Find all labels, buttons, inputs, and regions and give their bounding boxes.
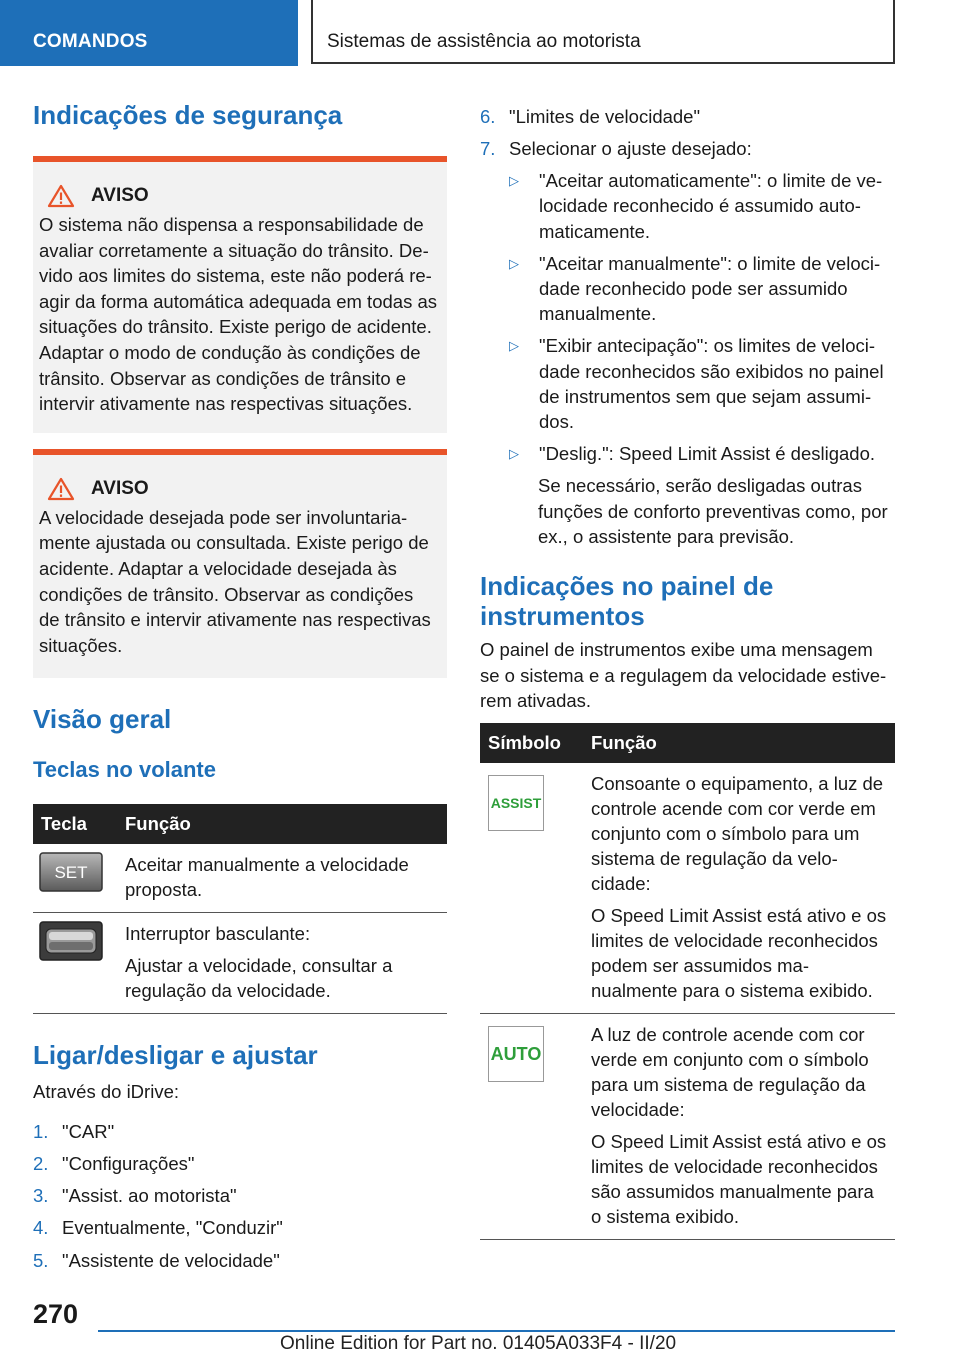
warning-box-1 (33, 156, 447, 433)
warning-title-2 (47, 477, 439, 501)
panel-text: O painel de instrumentos exibe uma mensagem se o sistema e a regulagem da velocidade estiverem ativadas. (480, 639, 887, 712)
assist-symbol-icon (488, 775, 544, 831)
column-header: Função (583, 723, 895, 763)
list-item: 3. "Assist. ao motorista" (33, 1185, 237, 1207)
table-cell-text: Ajustar a velocidade, consultar a regulação da velocidade. (125, 955, 393, 1002)
table-row (480, 1013, 895, 1239)
triangle-bullet-icon: ▷ (509, 173, 519, 189)
list-item: 7. Selecionar o ajuste desejado: (480, 138, 752, 160)
keys-heading: Teclas no volante (33, 757, 216, 783)
list-item: ▷ "Aceitar manualmente": o limite de velocidade reconhecido pode ser assumido manualmente. (509, 251, 895, 327)
warning-box-2 (33, 449, 447, 679)
steps-list-right (480, 104, 895, 161)
safety-heading: Indicações de segurança (33, 100, 343, 130)
svg-text:ASSIST: ASSIST (490, 794, 542, 811)
warning-label-1: AVISO (91, 185, 149, 206)
left-column (33, 100, 447, 1280)
auto-symbol-icon (488, 1026, 544, 1082)
panel-heading: Indicações no painel de instrumentos (480, 571, 774, 632)
warning-triangle-icon (47, 477, 75, 501)
keys-table (33, 804, 447, 1014)
list-item: ▷ "Deslig.": Speed Limit Assist é desligado. (509, 441, 895, 466)
footer-divider (98, 1330, 895, 1332)
chapter-title: Sistemas de assistência ao motorista (311, 0, 895, 64)
table-row (33, 844, 447, 913)
table-cell-text: O Speed Limit Assist está ativo e os limites de velocidade reconhecidos são assumidos manualmente para o sistema exibido. (591, 1130, 887, 1227)
warning-triangle-icon (47, 184, 75, 208)
table-row (33, 913, 447, 1014)
column-header: Função (117, 804, 447, 844)
right-column (480, 100, 895, 1240)
list-item: ▷ "Exibir antecipação": os limites de velocidade reconhecidos são exibidos no painel de instrumentos sem que sejam assumidos. (509, 333, 895, 434)
list-item: ▷ "Aceitar automaticamente": o limite de velocidade reconhecido é assumido automaticamente. (509, 168, 895, 244)
warning-text-2: A velocidade desejada pode ser involuntariamente ajustada ou consultada. Existe perigo de acidente. Adaptar a velocidade desejada às condições de trânsito. Observar as condições de trânsito e intervir ativamente nas respectivas situações. (39, 506, 431, 656)
symbols-table (480, 723, 895, 1240)
list-item: 6. "Limites de velocidade" (480, 106, 701, 127)
intro-text: Através do iDrive: (33, 1081, 179, 1103)
options-list (509, 168, 895, 466)
chapter-tab[interactable]: COMANDOS (0, 0, 298, 66)
list-item: 4. Eventualmente, "Conduzir" (33, 1217, 283, 1239)
list-item: 5. "Assistente de velocidade" (33, 1249, 280, 1271)
page-header (0, 0, 960, 66)
edition-text: Online Edition for Part no. 01405A033F4 - II/20 (280, 1333, 677, 1354)
onoff-heading: Ligar/desligar e ajustar (33, 1040, 318, 1071)
triangle-bullet-icon: ▷ (509, 255, 519, 271)
warning-text-1: O sistema não dispensa a responsabilidade de avaliar corretamente a situação do trânsito. Devido aos limites do sistema, este não poderá reagir da forma automática adequada em todas as situações do trânsito. Existe perigo de acidente. Adaptar o modo de condução às condições de trânsito. Observar as condições de trânsito e intervir ativamente nas respectivas situações. (39, 214, 437, 415)
table-cell-text: A luz de controle acende com cor verde em conjunto com o símbolo para um sistema de regulação da velocidade: (591, 1023, 869, 1120)
overview-heading: Visão geral (33, 704, 172, 735)
set-button-icon (39, 852, 103, 892)
page-number: 270 (33, 1299, 79, 1329)
table-header-row (480, 723, 895, 763)
steps-list-left (33, 1119, 447, 1273)
option-note: Se necessário, serão desligadas outras funções de conforto preventivas como, por ex., o assistente para previsão. (538, 475, 888, 547)
table-cell-text: Interruptor basculante: (125, 923, 311, 945)
table-row (480, 763, 895, 1014)
table-cell-text: O Speed Limit Assist está ativo e os limites de velocidade reconhecidos podem ser assumidos manualmente para o sistema exibido. (591, 904, 887, 1001)
svg-text:AUTO: AUTO (490, 1043, 542, 1064)
column-header: Símbolo (480, 723, 583, 763)
table-header-row (33, 804, 447, 844)
warning-label-2: AVISO (91, 477, 149, 499)
warning-title-1 (47, 184, 439, 208)
column-header: Tecla (33, 804, 117, 844)
list-item: 1. "CAR" (33, 1120, 115, 1142)
triangle-bullet-icon: ▷ (509, 338, 519, 354)
rocker-switch-icon (39, 921, 103, 961)
table-cell-text: Aceitar manualmente a velocidade proposta. (125, 854, 409, 901)
triangle-bullet-icon: ▷ (509, 446, 519, 462)
svg-text:SET: SET (54, 863, 88, 883)
table-cell-text: Consoante o equipamento, a luz de controle acende com cor verde em conjunto com o símbolo para um sistema de regulação da velocidade: (591, 772, 884, 894)
list-item: 2. "Configurações" (33, 1153, 195, 1175)
